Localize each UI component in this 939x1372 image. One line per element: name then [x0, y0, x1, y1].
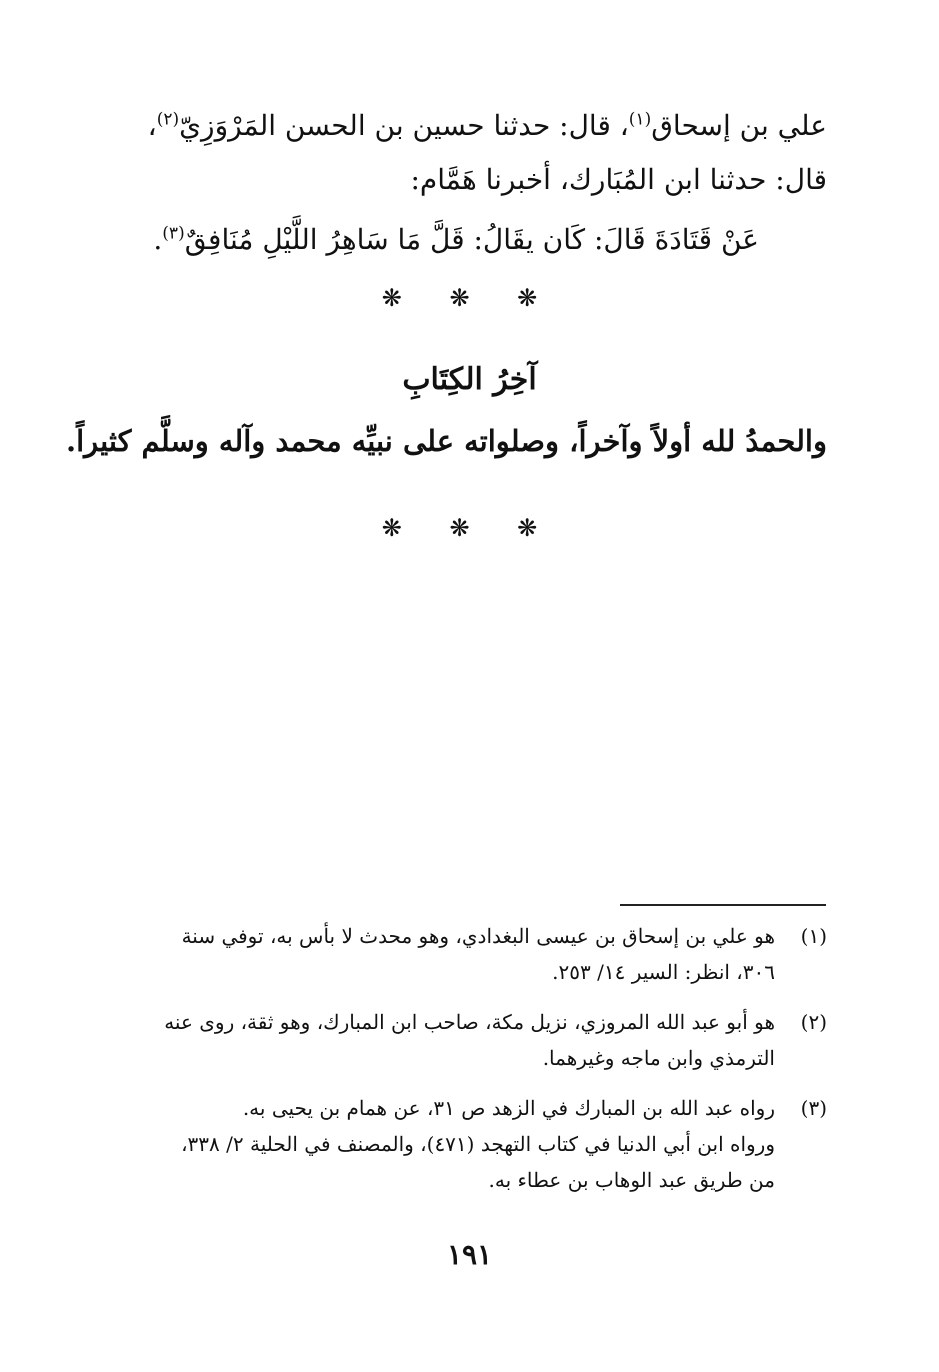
body-text: ، قال: حدثنا حسين بن الحسن المَرْوَزِيّ [179, 109, 629, 142]
footnote-line: هو أبو عبد الله المروزي، نزيل مكة، صاحب ابن المبارك، وهو ثقة، روى عنه [164, 1010, 775, 1034]
footnote-line: ٣٠٦، انظر: السير ١٤/ ٢٥٣. [552, 960, 775, 984]
body-line-2: قال: حدثنا ابن المُبَارك، أخبرنا هَمَّام: [410, 163, 827, 196]
body-text: علي بن إسحاق [651, 109, 827, 142]
footnote-2 [104, 1004, 827, 1076]
footnote-number: (٢) [800, 1010, 827, 1034]
footnote-line: من طريق عبد الوهاب بن عطاء به. [488, 1168, 775, 1192]
quote-text: عَنْ قَتَادَةَ قَالَ: كَان يقَالُ: قَلَّ مَا سَاهِرُ اللَّيْلِ مُنَافِقٌ [184, 223, 759, 256]
footnote-ref-2[interactable]: (٢) [156, 109, 180, 130]
footnote-number: (٣) [800, 1096, 827, 1120]
footnote-line: هو علي بن إسحاق بن عيسى البغدادي، وهو محدث لا بأس به، توفي سنة [181, 924, 775, 948]
footnote-1 [104, 918, 827, 990]
footnote-line: الترمذي وابن ماجه وغيرهما. [542, 1046, 775, 1070]
closing-doxology: والحمدُ لله أولاً وآخراً، وصلواته على نبيِّه محمد وآله وسلَّم كثيراً. [66, 424, 827, 458]
footnote-ref-1[interactable]: (١) [628, 109, 652, 130]
section-separator-2: ❋ ❋ ❋ [381, 514, 558, 542]
page-number: ١٩١ [446, 1238, 493, 1271]
body-line-1 [108, 104, 827, 148]
end-of-book-heading: آخِرُ الكِتَابِ [402, 362, 537, 397]
footnote-3 [104, 1090, 827, 1198]
footnote-line: ورواه ابن أبي الدنيا في كتاب التهجد (٤٧١)، والمصنف في الحلية ٢/ ٣٣٨، [181, 1132, 775, 1156]
body-text: . [153, 223, 163, 256]
footnote-ref-3[interactable]: (٣) [162, 223, 185, 244]
footnote-line: رواه عبد الله بن المبارك في الزهد ص ٣١، عن همام بن يحيى به. [242, 1096, 775, 1120]
body-line-3 [108, 218, 759, 262]
section-separator: ❋ ❋ ❋ [381, 284, 558, 312]
footnote-number: (١) [800, 924, 827, 948]
body-text: ، [147, 109, 157, 142]
footnote-rule [620, 904, 826, 906]
